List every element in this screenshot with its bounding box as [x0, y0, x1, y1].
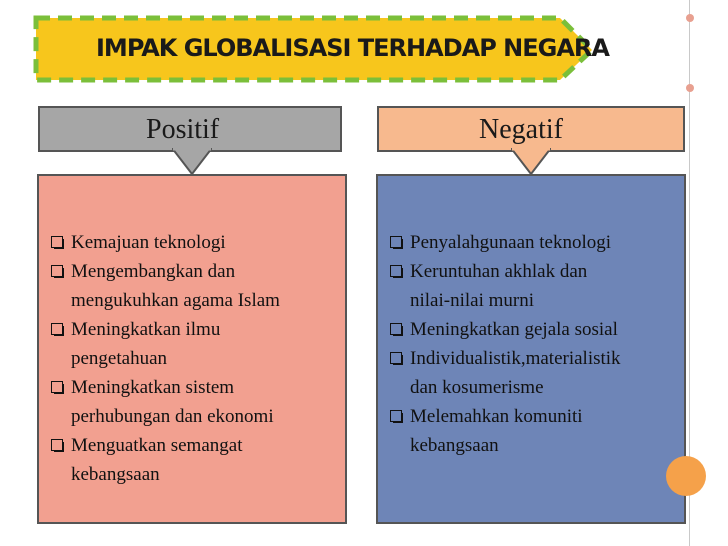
negative-list-item — [386, 257, 621, 315]
list-item-text: Meningkatkan ilmu — [71, 319, 221, 340]
negative-panel — [376, 174, 686, 524]
checkbox-bullet-icon — [51, 236, 63, 248]
negative-header — [377, 106, 685, 152]
list-item-text: Keruntuhan akhlak dan — [410, 261, 588, 282]
negative-list-item — [386, 344, 621, 402]
list-item-text: pengetahuan — [71, 348, 168, 369]
checkbox-bullet-icon — [390, 265, 402, 277]
negative-header-label: Negatif — [479, 114, 563, 145]
checkbox-bullet-icon — [390, 352, 402, 364]
positive-list-item — [47, 228, 280, 257]
list-item-text: dan kosumerisme — [410, 377, 544, 398]
list-item-text: Kemajuan teknologi — [71, 232, 226, 253]
checkbox-bullet-icon — [51, 381, 63, 393]
positive-header-label: Positif — [146, 114, 220, 145]
list-item-text: kebangsaan — [410, 435, 499, 456]
list-item-text: kebangsaan — [71, 464, 160, 485]
positive-list-item — [47, 257, 280, 315]
positive-panel — [37, 174, 347, 524]
list-item-text: Penyalahgunaan teknologi — [410, 232, 612, 253]
list-item-text: Meningkatkan sistem — [71, 377, 235, 398]
list-item-text: perhubungan dan ekonomi — [71, 406, 274, 427]
checkbox-bullet-icon — [51, 323, 63, 335]
negative-notch — [511, 148, 551, 174]
list-item-text: Individualistik,materialistik — [410, 348, 621, 369]
list-item-text: Melemahkan komuniti — [410, 406, 583, 427]
positive-list-item — [47, 315, 280, 373]
positive-list — [47, 228, 280, 489]
title-banner — [0, 0, 728, 100]
negative-list-item — [386, 402, 621, 460]
positive-list-item — [47, 373, 280, 431]
list-item-text: Mengembangkan dan — [71, 261, 236, 282]
list-item-text: Meningkatkan gejala sosial — [410, 319, 618, 340]
negative-list-item — [386, 228, 621, 257]
checkbox-bullet-icon — [390, 236, 402, 248]
checkbox-bullet-icon — [390, 323, 402, 335]
positive-list-item — [47, 431, 280, 489]
banner-title: IMPAK GLOBALISASI TERHADAP NEGARA — [96, 34, 609, 62]
positive-notch — [172, 148, 212, 174]
negative-list — [386, 228, 621, 460]
negative-list-item — [386, 315, 621, 344]
positive-header — [38, 106, 342, 152]
list-item-text: Menguatkan semangat — [71, 435, 243, 456]
checkbox-bullet-icon — [390, 410, 402, 422]
list-item-text: mengukuhkan agama Islam — [71, 290, 280, 311]
checkbox-bullet-icon — [51, 265, 63, 277]
list-item-text: nilai-nilai murni — [410, 290, 535, 311]
page-number-circle — [666, 456, 706, 496]
checkbox-bullet-icon — [51, 439, 63, 451]
